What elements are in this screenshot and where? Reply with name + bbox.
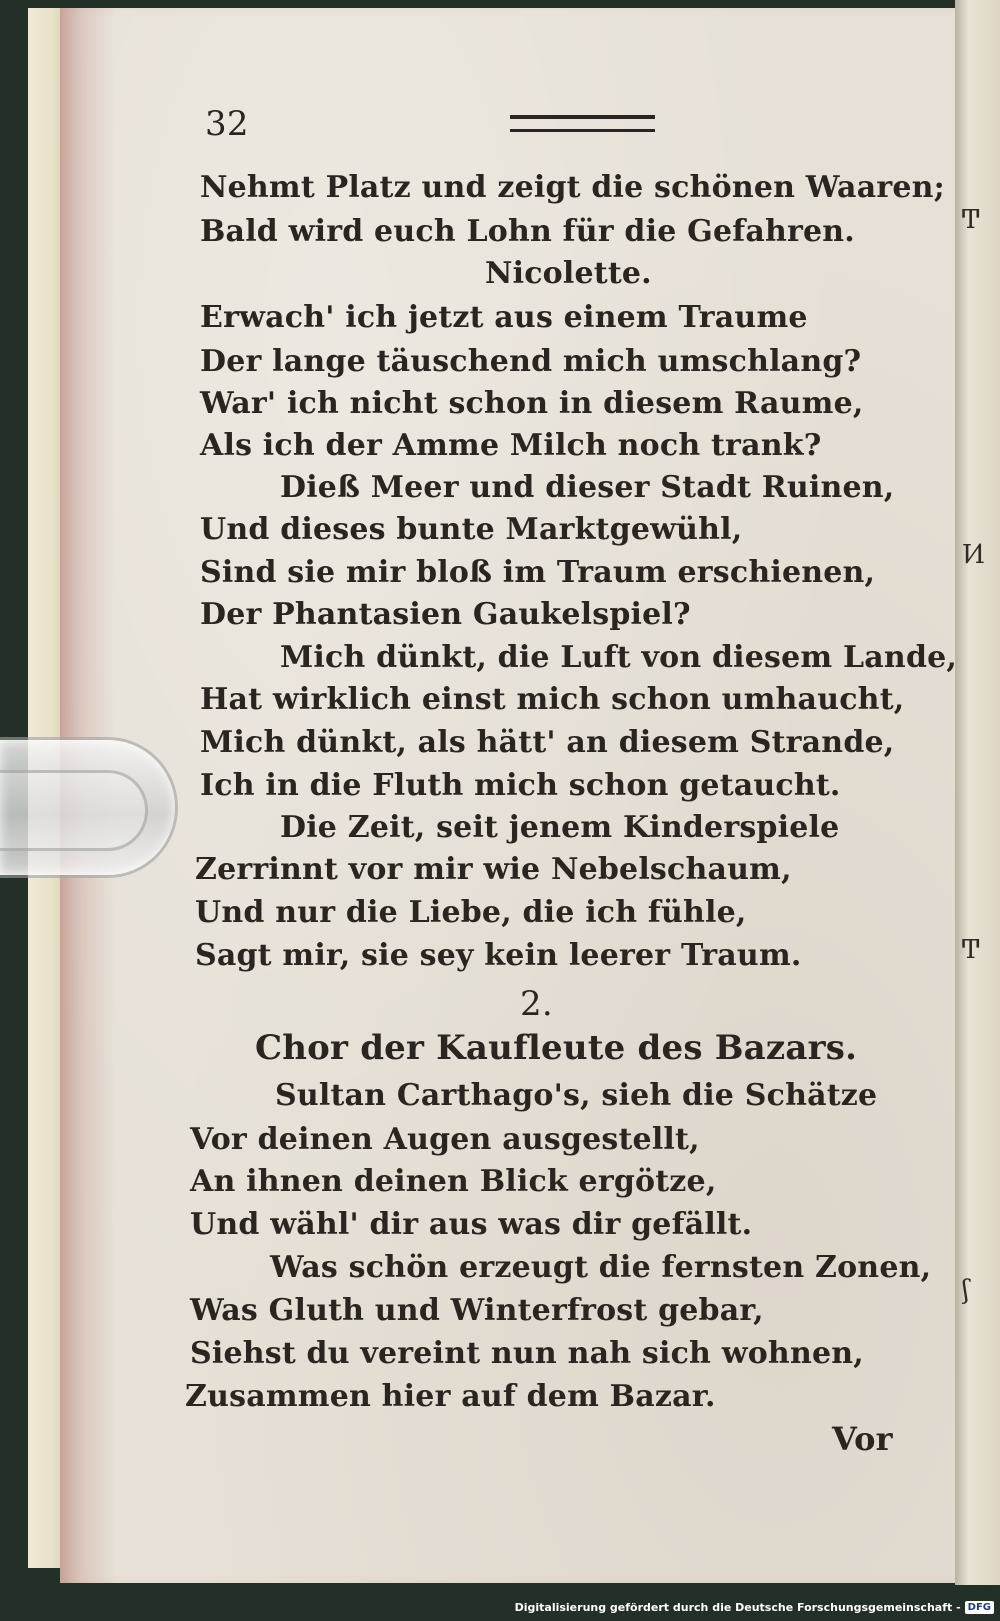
text-line: Was Gluth und Winterfrost gebar,: [190, 1293, 764, 1328]
text-line: Siehst du vereint nun nah sich wohnen,: [190, 1336, 864, 1371]
text-line: Hat wirklich einst mich schon umhaucht,: [200, 682, 905, 717]
text-line: Der lange täuschend mich umschlang?: [200, 344, 862, 379]
text-line: Sultan Carthago's, sieh die Schätze: [275, 1078, 878, 1113]
text-line: Mich dünkt, die Luft von diesem Lande,: [280, 640, 958, 675]
text-line: Und wähl' dir aus was dir gefällt.: [190, 1207, 753, 1242]
page-clip-inner: [0, 770, 148, 851]
text-line: Bald wird euch Lohn für die Gefahren.: [200, 214, 855, 249]
text-line: Zusammen hier auf dem Bazar.: [185, 1379, 716, 1414]
text-line: Nehmt Platz und zeigt die schönen Waaren;: [200, 170, 945, 205]
text-line: Als ich der Amme Milch noch trank?: [200, 428, 822, 463]
page-number: 32: [205, 104, 249, 144]
facing-page-fragment: ʃ: [962, 1275, 970, 1305]
text-line: Zerrinnt vor mir wie Nebelschaum,: [195, 852, 792, 887]
catchword: Vor: [832, 1420, 893, 1458]
text-line: Ich in die Fluth mich schon getaucht.: [200, 768, 841, 803]
dfg-logo: DFG: [965, 1601, 994, 1614]
facing-page-fragment: Ͷ: [962, 540, 985, 570]
facing-page-fragment: Ͳ: [962, 205, 980, 235]
text-line: Der Phantasien Gaukelspiel?: [200, 597, 691, 632]
header-rule: [510, 115, 655, 132]
text-line: War' ich nicht schon in diesem Raume,: [200, 386, 864, 421]
credit-text: Digitalisierung gefördert durch die Deutsche Forschungsgemeinschaft -: [514, 1600, 961, 1614]
text-line: Und dieses bunte Marktgewühl,: [200, 512, 743, 547]
speaker-name: Nicolette.: [485, 256, 652, 291]
text-line: Sind sie mir bloß im Traum erschienen,: [200, 555, 876, 590]
text-line: Die Zeit, seit jenem Kinderspiele: [280, 810, 840, 845]
facing-page-fragment: Ͳ: [962, 935, 980, 965]
text-line: Mich dünkt, als hätt' an diesem Strande,: [200, 725, 895, 760]
text-line: Erwach' ich jetzt aus einem Traume: [200, 300, 808, 335]
text-line: Was schön erzeugt die fernsten Zonen,: [270, 1250, 932, 1285]
digitization-credit: [515, 1596, 994, 1618]
text-line: Und nur die Liebe, die ich fühle,: [195, 895, 747, 930]
section-number: 2.: [520, 984, 553, 1024]
section-heading: Chor der Kaufleute des Bazars.: [255, 1028, 858, 1068]
text-line: An ihnen deinen Blick ergötze,: [190, 1164, 717, 1199]
text-line: Dieß Meer und dieser Stadt Ruinen,: [280, 470, 895, 505]
text-line: Sagt mir, sie sey kein leerer Traum.: [195, 938, 802, 973]
facing-page-edge: [955, 0, 1000, 1585]
text-line: Vor deinen Augen ausgestellt,: [190, 1122, 700, 1157]
